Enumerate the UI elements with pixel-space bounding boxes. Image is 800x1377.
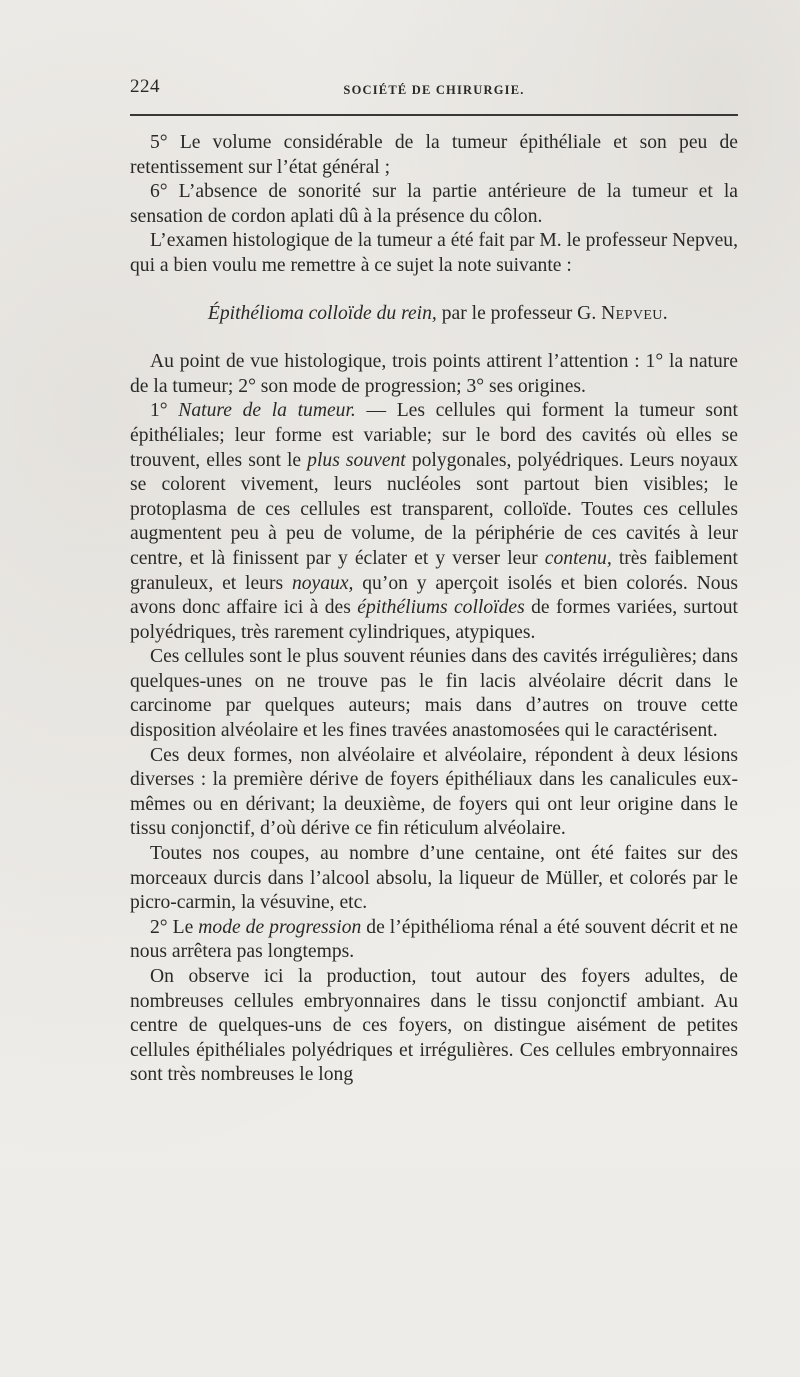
paragraph-8: Toutes nos coupes, au nombre d’une centaine, ont été faites sur des morceaux durcis dans l’alcool absolu, la liqueur de Müller, et colorés par le picro-carmin, la vésuvine, etc. (130, 843, 738, 914)
paragraph-6: Ces cellules sont le plus souvent réunies dans des cavités irrégulières; dans quelques-unes on ne trouve pas le fin lacis alvéolaire décrit dans le carcinome par quelques auteurs; mais dans d’autres on trouve cette disposition alvéolaire et les fines travées anastomosées qui le caractérisent. (130, 646, 738, 742)
title-author: Nepveu. (601, 302, 669, 324)
paragraph-4: Au point de vue histologique, trois points attirent l’attention : 1° la nature de la tumeur; 2° son mode de progression; 3° ses origines. (130, 351, 738, 397)
header-rule (130, 114, 738, 116)
title-italic: Épithélioma colloïde du rein, (207, 302, 437, 324)
page-number: 224 (130, 76, 160, 97)
paragraph-3: L’examen histologique de la tumeur a été fait par M. le professeur Nepveu, qui a bien voulu me remettre à ce sujet la note suivante : (130, 230, 738, 276)
paragraph-1: 5° Le volume considérable de la tumeur épithéliale et son peu de retentissement sur l’état général ; (130, 132, 738, 178)
paragraph-9: 2° Le mode de progression de l’épithélioma rénal a été souvent décrit et ne nous arrêtera pas longtemps. (130, 916, 738, 963)
paragraph-7: Ces deux formes, non alvéolaire et alvéolaire, répondent à deux lésions diverses : la première dérive de foyers épithéliaux dans les canalicules eux-mêmes ou en dérivant; la deuxième, de foyers qui ont leur origine dans le tissu conjonctif, d’où dérive ce fin réticulum alvéolaire. (130, 744, 738, 840)
running-head: SOCIÉTÉ DE CHIRURGIE. (343, 83, 525, 97)
paragraph-10: On observe ici la production, tout autour des foyers adultes, de nombreuses cellules embryonnaires dans le tissu conjonctif ambiant. Au centre de quelques-uns de ces foyers, on distingue aisément de petites cellules épithéliales polyédriques et irrégulières. Ces cellules embryonnaires sont très nombreuses le long (130, 966, 738, 1086)
paragraph-2: 6° L’absence de sonorité sur la partie antérieure de la tumeur et la sensation de cordon aplati dû à la présence du côlon. (130, 181, 738, 227)
section-title (130, 302, 738, 327)
paragraph-5: 1° Nature de la tumeur. — Les cellules qui forment la tumeur sont épithéliales; leur forme est variable; sur le bord des cavités où elles se trouvent, elles sont le plus souvent polygonales, polyédriques. Leurs noyaux se colorent vivement, leurs nucléoles sont partout bien visibles; le protoplasma de ces cellules est transparent, colloïde. Toutes ces cellules augmentent peu à peu de volume, de la périphérie de ces cavités à leur centre, et là finissent par y éclater et y verser leur contenu, très faiblement granuleux, et leurs noyaux, qu’on y aperçoit isolés et bien colorés. Nous avons donc affaire ici à des épithéliums colloïdes de formes variées, surtout polyédriques, très rarement cylindriques, atypiques. (130, 400, 739, 643)
body-text (130, 131, 738, 1088)
title-plain: par le professeur G. (436, 302, 602, 324)
page-header (130, 74, 738, 102)
